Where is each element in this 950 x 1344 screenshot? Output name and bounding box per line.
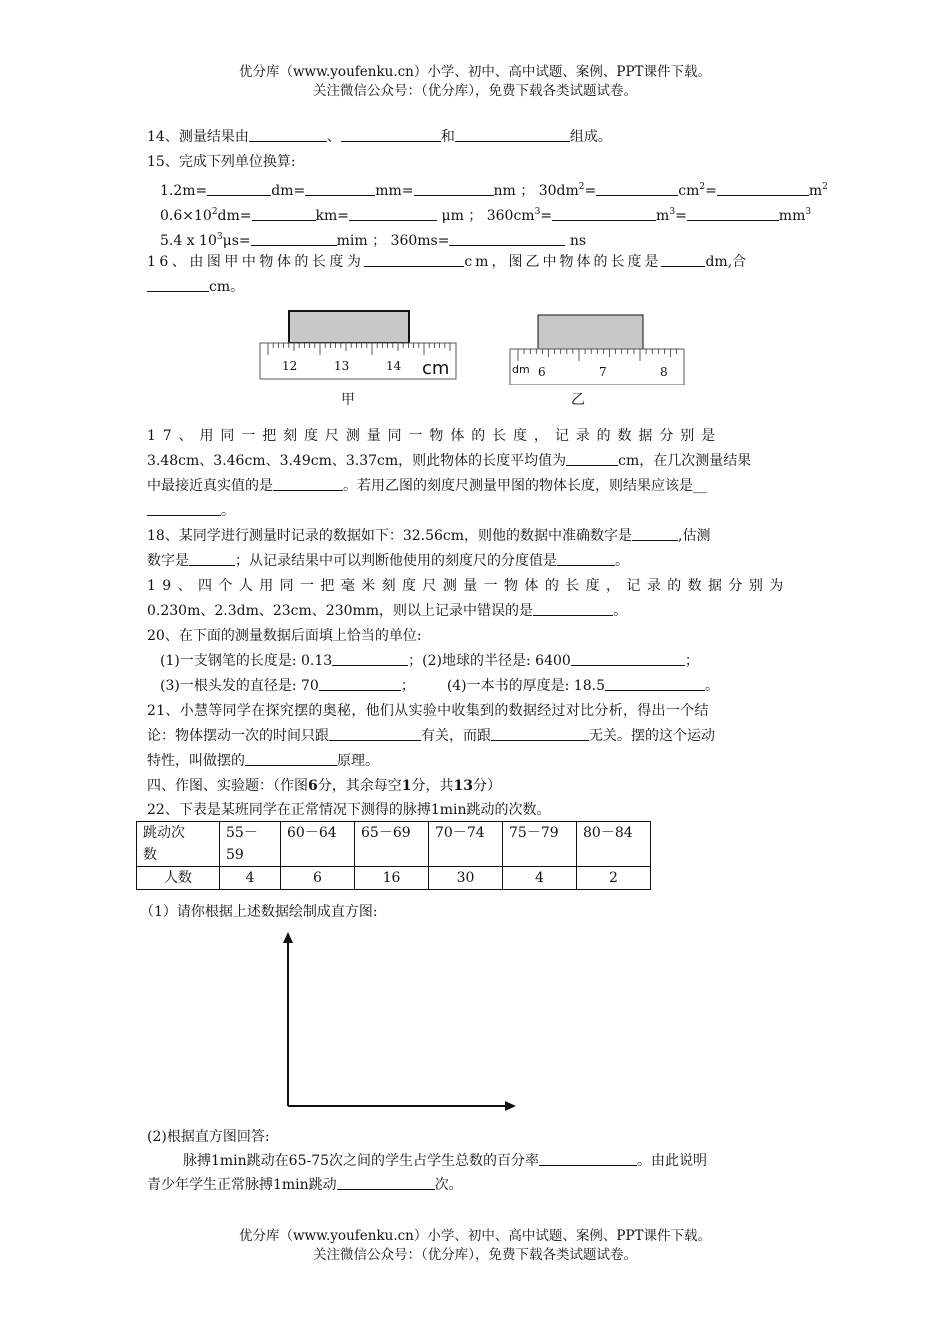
table-cell: 75－79	[503, 822, 577, 867]
measured-object	[289, 311, 409, 343]
section-4-text: 分，共	[411, 778, 454, 794]
q21-text: 原理。	[337, 753, 379, 769]
question-19-line-2	[147, 601, 627, 621]
q18-text: 。	[615, 553, 629, 569]
superscript: 3	[669, 207, 676, 217]
figure-caption-jia: 甲	[341, 392, 355, 408]
section-4-text: 13	[453, 778, 473, 794]
q15-text: 1.2m=	[160, 183, 208, 199]
q15-text: =	[675, 208, 687, 224]
q15-text: 0.6×10	[160, 208, 212, 224]
y-axis-arrow-icon	[283, 932, 293, 943]
q15-row-3	[160, 227, 586, 251]
answer-blank[interactable]	[147, 501, 221, 516]
question-20-line-2	[160, 676, 719, 696]
q15-text: mm=	[375, 183, 414, 199]
q15-text: =	[705, 183, 717, 199]
q15-text: mim ； 360ms=	[336, 233, 450, 249]
q20-title: 20、在下面的测量数据后面填上恰当的单位:	[147, 628, 422, 644]
answer-blank[interactable]	[273, 476, 343, 491]
ruler-body	[510, 349, 684, 385]
q21-text: 21、小慧等同学在探究摆的奥秘，他们从实验中收集到的数据经过对比分析，得出一个结	[147, 703, 709, 719]
q15-text: =	[584, 183, 597, 199]
table-header-cell: 人数	[137, 867, 220, 890]
q17-text: 。	[221, 503, 235, 519]
question-17-line-3	[147, 476, 707, 496]
table-cell: 60－64	[281, 822, 355, 867]
answer-blank[interactable]	[687, 206, 779, 221]
answer-blank[interactable]	[455, 127, 570, 142]
answer-blank[interactable]	[552, 206, 656, 221]
q15-text: =	[540, 208, 553, 224]
q15-text: ns	[565, 233, 587, 249]
q20-text: ；	[400, 678, 415, 694]
answer-blank[interactable]	[249, 127, 327, 142]
answer-blank[interactable]	[596, 181, 678, 196]
answer-blank[interactable]	[337, 1175, 435, 1190]
ruler-tick-label: 6	[538, 365, 546, 379]
q17-text: 。若用乙图的刻度尺测量甲图的物体长度，则结果应该是__	[343, 478, 707, 494]
q19-text: 。	[613, 603, 628, 619]
answer-blank[interactable]	[449, 231, 565, 246]
ruler-tick-label: 12	[282, 359, 298, 373]
ruler-unit-label: cm	[422, 358, 450, 379]
answer-blank[interactable]	[245, 751, 337, 766]
answer-blank[interactable]	[539, 1151, 637, 1166]
q18-text: ,估测	[678, 528, 711, 544]
q15-text: μs=	[222, 233, 251, 249]
section-4-text: 四、作图、实验题：（作图	[147, 778, 308, 794]
table-cell: 80－84	[577, 822, 651, 867]
q15-row-2	[160, 202, 811, 226]
table-row	[137, 822, 651, 867]
q17-text: 17、用同一把刻度尺测量同一物体的长度，记录的数据分别是	[147, 428, 723, 444]
question-14	[147, 127, 612, 147]
q15-text: m	[808, 183, 823, 199]
measured-object	[538, 315, 643, 349]
answer-blank[interactable]	[207, 181, 271, 196]
q22-part-2: (2)根据直方图回答:	[147, 1129, 270, 1145]
q18-text: 数字是	[147, 553, 189, 569]
question-17-line-1	[147, 426, 722, 446]
question-17-line-2	[147, 451, 751, 471]
q20-text: ；	[684, 653, 699, 669]
answer-blank[interactable]	[319, 676, 401, 691]
table-cell: 16	[355, 867, 429, 890]
table-cell: 6	[281, 867, 355, 890]
header-line-1: 优分库（www.youfenku.cn）小学、初中、高中试题、案例、PPT课件下载。	[238, 64, 712, 80]
answer-blank[interactable]	[414, 181, 494, 196]
ruler-figure-yi	[508, 305, 693, 385]
q22-answer-line-2	[147, 1175, 463, 1195]
q21-text: 无关。摆的这个运动	[589, 728, 715, 744]
answer-blank[interactable]	[341, 127, 441, 142]
q22-intro: 22、下表是某班同学在正常情况下测得的脉搏1min跳动的次数。	[147, 802, 551, 818]
section-4-text: 6	[308, 778, 318, 794]
q20-text: (3)一根头发的直径是: 70	[160, 678, 319, 694]
q20-text: ；	[408, 653, 423, 669]
superscript: 3	[805, 207, 812, 217]
q17-text: 3.48cm、3.46cm、3.49cm、3.37cm，则此物体的长度平均值为	[147, 453, 567, 469]
question-18-line-2	[147, 551, 629, 571]
answer-blank[interactable]	[566, 451, 618, 466]
pulse-table	[136, 821, 651, 890]
answer-blank[interactable]	[364, 252, 464, 267]
q15-text: μm ； 360cm	[437, 208, 535, 224]
table-cell: 2	[577, 867, 651, 890]
answer-blank[interactable]	[332, 651, 408, 666]
ruler-tick-label: 14	[386, 359, 402, 373]
q20-text: 。	[704, 678, 719, 694]
figure-caption-yi: 乙	[571, 392, 585, 408]
answer-blank[interactable]	[491, 726, 589, 741]
q22-answer-line-1	[183, 1151, 707, 1171]
q15-text: dm=	[217, 208, 252, 224]
answer-blank[interactable]	[349, 206, 437, 221]
question-21-line-1	[147, 701, 709, 721]
q14-text: 14、测量结果由	[147, 129, 249, 145]
q15-text: cm	[678, 183, 700, 199]
q20-text: (1)一支钢笔的长度是: 0.13	[160, 653, 333, 669]
q18-text: ；从记录结果中可以判断他使用的刻度尺的分度值是	[235, 553, 557, 569]
q15-text: mm	[778, 208, 806, 224]
question-21-line-2	[147, 726, 715, 746]
answer-blank[interactable]	[571, 651, 685, 666]
ruler-figure-jia	[258, 305, 468, 385]
q15-text: m	[656, 208, 670, 224]
q22-text: 。由此说明	[637, 1153, 708, 1169]
question-17-line-4	[147, 501, 235, 521]
q16-text: cm。	[209, 279, 245, 295]
question-19-line-1	[147, 576, 790, 596]
q19-text: 0.230m、2.3dm、23cm、230mm，则以上记录中错误的是	[147, 603, 534, 619]
question-20-line-1	[160, 651, 699, 671]
table-header-cell: 跳动次 数	[137, 822, 220, 867]
table-cell: 70－74	[429, 822, 503, 867]
q15-text: dm=	[271, 183, 306, 199]
answer-blank[interactable]	[533, 601, 613, 616]
question-16-line-2	[147, 277, 244, 297]
section-4-text: 分，其余每空	[317, 778, 402, 794]
q14-text: 和	[440, 129, 455, 145]
q22-text: 次。	[434, 1177, 463, 1193]
q14-text: 组成。	[569, 129, 612, 145]
header-line-2: 关注微信公众号：（优分库），免费下载各类试题试卷。	[313, 83, 637, 99]
footer-line-1: 优分库（www.youfenku.cn）小学、初中、高中试题、案例、PPT课件下载。	[238, 1228, 712, 1244]
footer-line-2: 关注微信公众号：（优分库），免费下载各类试题试卷。	[313, 1247, 637, 1263]
section-4-text: 分）	[472, 778, 501, 794]
q15-text: nm ； 30dm	[493, 183, 579, 199]
answer-blank[interactable]	[189, 551, 235, 566]
table-cell: 65－69	[355, 822, 429, 867]
answer-blank[interactable]	[252, 206, 316, 221]
q17-text: 中最接近真实值的是	[147, 478, 273, 494]
superscript: 3	[216, 232, 223, 242]
answer-blank[interactable]	[305, 181, 375, 196]
q16-text: 16、由图甲中物体的长度为	[147, 254, 365, 270]
q16-text: cm，图乙中物体的长度是	[464, 254, 662, 270]
answer-blank[interactable]	[717, 181, 809, 196]
q21-text: 论：物体摆动一次的时间只跟	[147, 728, 329, 744]
superscript: 2	[822, 182, 828, 192]
ruler-unit-label: dm	[512, 363, 530, 376]
answer-blank[interactable]	[329, 726, 421, 741]
table-row	[137, 867, 651, 890]
ruler-tick-label: 13	[334, 359, 350, 373]
table-cell: 4	[220, 867, 281, 890]
q20-text: (2)地球的半径是: 6400	[422, 653, 571, 669]
q15-text: km=	[315, 208, 350, 224]
q22-text: 脉搏1min跳动在65-75次之间的学生占学生总数的百分率	[183, 1153, 540, 1169]
superscript: 2	[699, 182, 706, 192]
superscript: 2	[578, 182, 585, 192]
histogram-axes	[280, 928, 520, 1118]
question-16-line-1	[147, 252, 746, 272]
q15-text: 5.4 x 10	[160, 233, 217, 249]
superscript: 2	[211, 207, 218, 217]
question-21-line-3	[147, 751, 379, 771]
table-cell: 4	[503, 867, 577, 890]
q20-text: (4)一本书的厚度是: 18.5	[446, 678, 605, 694]
answer-blank[interactable]	[147, 277, 209, 292]
ruler-tick-label: 7	[599, 365, 607, 379]
answer-blank[interactable]	[632, 526, 678, 541]
answer-blank[interactable]	[661, 252, 705, 267]
section-4-heading	[147, 776, 501, 796]
q16-text: dm,合	[705, 254, 747, 270]
table-cell: 30	[429, 867, 503, 890]
q18-text: 18、某同学进行测量时记录的数据如下：32.56cm，则他的数据中准确数字是	[147, 528, 633, 544]
section-4-text: 1	[401, 778, 412, 794]
q22-part-1: （1）请你根据上述数据绘制成直方图:	[140, 904, 378, 920]
superscript: 3	[534, 207, 541, 217]
q15-row-1	[160, 177, 828, 201]
q17-text: cm，在几次测量结果	[618, 453, 752, 469]
answer-blank[interactable]	[251, 231, 337, 246]
q22-text: 青少年学生正常脉搏1min跳动	[147, 1177, 337, 1193]
question-18-line-1	[147, 526, 710, 546]
answer-blank[interactable]	[605, 676, 705, 691]
ruler-tick-label: 8	[660, 365, 668, 379]
q19-text: 19、四个人用同一把毫米刻度尺测量一物体的长度，记录的数据分别为	[147, 578, 790, 594]
q15-title: 15、完成下列单位换算:	[147, 154, 296, 170]
table-cell: 55－ 59	[220, 822, 281, 867]
answer-blank[interactable]	[557, 551, 615, 566]
q21-text: 有关，而跟	[421, 728, 491, 744]
q21-text: 特性，叫做摆的	[147, 753, 245, 769]
q14-text: 、	[326, 129, 341, 145]
x-axis-arrow-icon	[505, 1101, 516, 1111]
